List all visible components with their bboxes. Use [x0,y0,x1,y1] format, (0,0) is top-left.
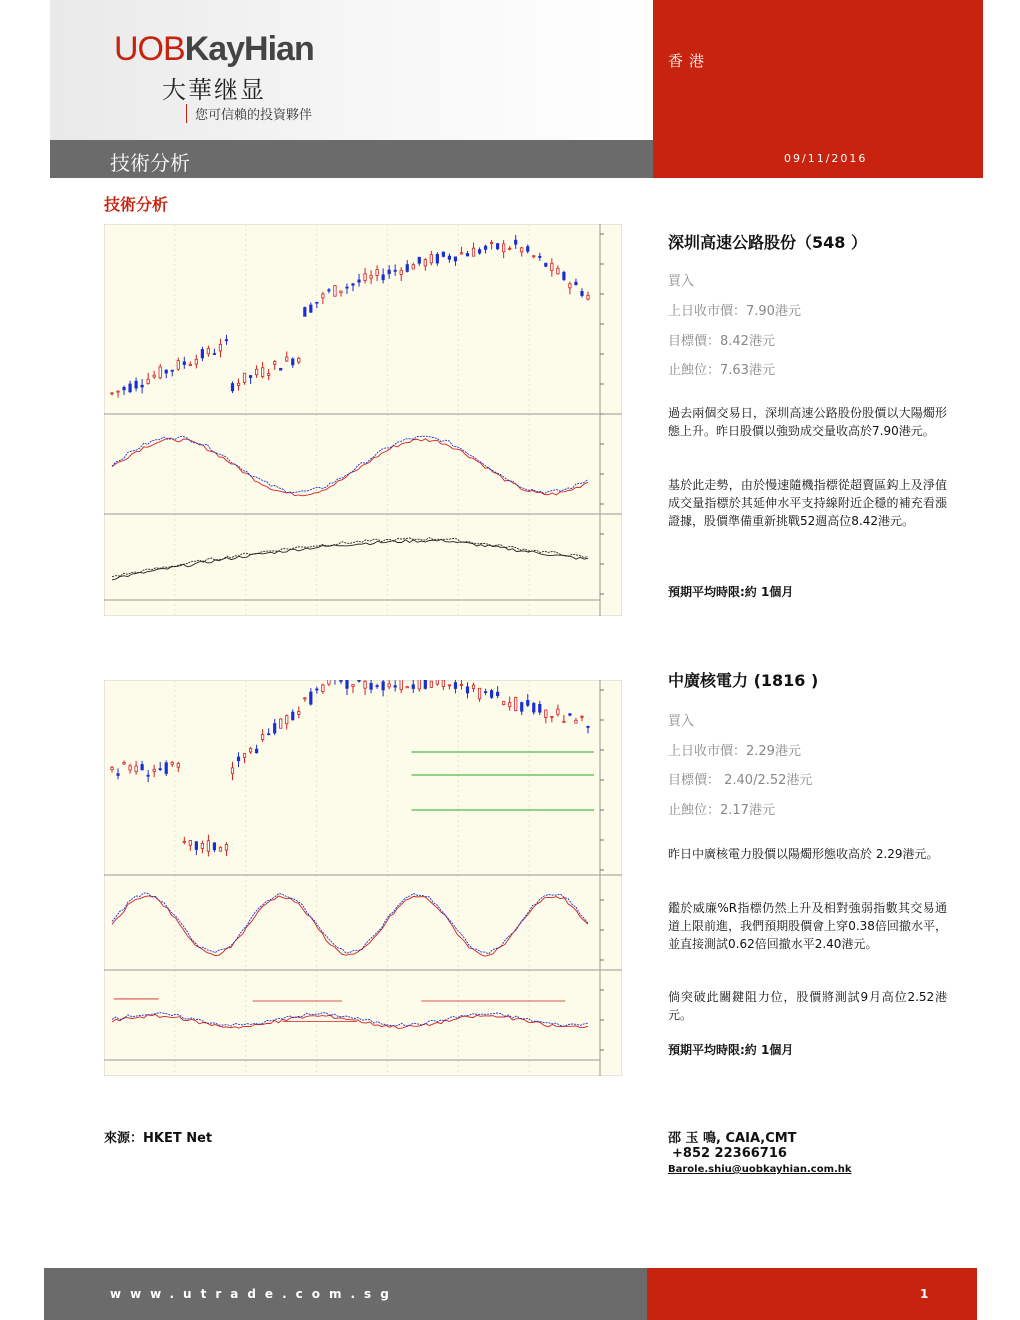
candle-body [406,265,408,272]
candle-body [581,716,583,717]
candle-body [261,735,263,740]
report-type-title: 技術分析 [110,151,190,175]
candle-body [587,295,589,299]
candle-body [340,291,342,293]
candle-body [424,260,426,266]
candle-body [472,685,474,689]
candle-body [111,767,113,769]
candle-body [352,284,354,285]
candle-body [442,680,444,687]
candle-body [316,302,318,303]
candle-body [370,275,372,278]
candle-body [225,845,227,851]
candle-body [496,692,498,695]
candle-body [135,381,137,388]
candle-body [557,268,559,273]
candle-body [358,680,360,681]
candle-body [117,391,119,392]
candle-body [418,257,420,263]
candle-body [533,256,535,257]
candle-body [334,286,336,297]
candle-body [466,254,468,256]
stock-2-stop-loss: 止蝕位：2.17港元 [668,803,775,818]
stock-1-target: 目標價：8.42港元 [668,334,775,349]
candle-body [183,841,185,842]
candle-body [207,841,209,851]
candle-body [237,383,239,385]
candle-body [123,387,125,389]
candle-body [304,308,306,317]
candle-body [563,721,565,722]
candle-body [521,248,523,252]
candle-body [304,698,306,699]
candle-body [195,359,197,364]
candle-body [460,253,462,254]
candle-body [527,247,529,252]
source-note: 來源：HKET Net [104,1131,213,1146]
candle-body [322,685,324,691]
candle-body [225,340,227,341]
stock-chart-1816-graphic [104,680,622,1076]
candle-body [436,254,438,263]
candle-body [213,843,215,850]
candle-body [231,768,233,774]
candle-body [490,242,492,243]
candle-body [502,244,504,252]
candle-body [418,680,420,689]
candle-body [514,698,516,711]
candle-body [412,265,414,269]
candle-body [213,354,215,355]
candle-body [177,764,179,768]
candle-body [508,248,510,249]
candle-body [310,692,312,704]
analyst-name: 邵 玉 鳴, CAIA,CMT [668,1131,797,1146]
candle-body [267,374,269,376]
candle-body [346,287,348,288]
candle-body [243,754,245,758]
candle-body [147,379,149,383]
candle-body [508,703,510,707]
candle-body [551,263,553,270]
stock-2-paragraph: 鑑於威廉%R指標仍然上升及相對強弱指數其交易通道上限前進，我們預期股價會上穿0.38倍回撤水平，並直接測試0.62倍回撤水平2.40港元。 [668,901,947,951]
stock-1-prev-close: 上日收市價：7.90港元 [668,304,801,319]
candle-body [563,272,565,279]
stock-chart-548 [104,224,622,616]
candle-body [273,362,275,365]
candle-body [394,270,396,271]
candle-body [370,683,372,689]
candle-body [514,240,516,244]
candle-body [261,368,263,377]
candle-body [129,384,131,392]
candle-body [171,762,173,764]
candle-body [123,762,125,764]
logo-uob-text: UOB [114,30,185,68]
stock-1-paragraph: 過去兩個交易日，深圳高速公路股份股價以大陽燭形態上升。昨日股價以強勁成交量收高於7.90港元。 [668,406,947,438]
candle-body [201,843,203,848]
candle-body [484,246,486,249]
stock-1-action: 買入 [668,274,695,289]
candle-body [183,362,185,365]
candle-body [165,763,167,774]
candle-body [231,384,233,391]
footer-website-link[interactable]: www.utrade.com.sg [110,1287,398,1301]
candle-body [316,689,318,690]
stock-2-paragraph: 倘突破此關鍵阻力位，股價將測試9月高位2.52港元。 [668,990,947,1022]
candle-body [267,734,269,735]
candle-body [189,364,191,365]
candle-body [280,719,282,728]
candle-body [569,284,571,288]
candle-body [292,359,294,365]
candle-body [430,681,432,687]
logo-kayhian-text: KayHian [184,30,314,68]
candle-body [346,680,348,688]
candle-body [539,704,541,712]
candle-body [189,841,191,846]
candle-body [496,244,498,249]
candle-body [539,256,541,257]
candle-body [159,367,161,378]
candle-body [521,703,523,712]
candle-body [388,270,390,273]
company-logo [114,30,314,69]
logo-chinese-name: 大華继显 [162,76,266,104]
candle-body [478,250,480,253]
stock-1-paragraph: 基於此走勢，由於慢速隨機指標從超賣區鈎上及淨值成交量指標於其延伸水平支持線附近企穩的補充看漲證據，股價準備重新挑戰52週高位8.42港元。 [668,478,947,528]
candle-body [286,716,288,724]
chart-background [104,680,622,1076]
stock-2-target: 目標價： 2.40/2.52港元 [668,773,813,788]
candle-body [141,765,143,770]
candle-body [400,270,402,274]
candle-body [255,369,257,375]
analyst-email-link[interactable]: Barole.shiu@uobkayhian.com.hk [668,1164,852,1175]
candle-body [406,687,408,688]
candle-body [328,680,330,684]
candle-body [527,700,529,705]
candle-body [364,274,366,281]
candle-body [382,682,384,690]
stock-chart-548-graphic [104,224,622,616]
analyst-phone: +852 22366716 [672,1146,787,1161]
candle-body [478,688,480,699]
candle-body [328,290,330,291]
candle-body [460,684,462,685]
candle-body [298,358,300,362]
candle-body [484,692,486,693]
candle-body [388,684,390,687]
candle-body [165,370,167,373]
stock-2-prev-close: 上日收市價：2.29港元 [668,744,801,759]
candle-body [490,691,492,698]
candle-body [249,376,251,378]
candle-body [587,726,589,727]
candle-body [400,680,402,690]
chart-background [104,224,622,616]
candle-body [292,712,294,720]
candle-body [376,270,378,276]
candle-body [545,263,547,266]
candle-body [141,385,143,387]
candle-body [551,716,553,717]
candle-body [249,748,251,752]
candle-body [255,749,257,753]
candle-body [575,720,577,723]
stock-1-name: 深圳高速公路股份（548 ） [668,233,867,252]
candle-body [454,683,456,689]
region-label: 香港 [668,52,711,70]
candle-body [153,375,155,377]
candle-body [243,373,245,382]
candle-body [581,291,583,295]
candle-body [219,344,221,351]
candle-body [352,685,354,687]
candle-body [111,393,113,394]
candle-body [135,766,137,772]
candle-body [382,275,384,280]
candle-body [430,255,432,263]
candle-body [237,757,239,761]
candle-body [219,847,221,851]
candle-body [394,686,396,687]
candle-body [557,709,559,714]
stock-1-period: 預期平均時限:約 1個月 [668,585,794,599]
candle-body [442,252,444,256]
candle-body [472,248,474,256]
candle-body [502,702,504,705]
candle-body [340,680,342,681]
logo-tagline: 您可信賴的投資夥伴 [186,104,312,123]
candle-body [424,680,426,688]
candle-body [159,769,161,770]
candle-body [195,842,197,850]
stock-2-action: 買入 [668,714,695,729]
candle-body [129,766,131,770]
candle-body [545,710,547,717]
page-number: 1 [920,1287,929,1301]
stock-2-name: 中廣核電力 (1816 ) [668,671,819,690]
section-title: 技術分析 [104,195,169,214]
stock-2-paragraph: 昨日中廣核電力股價以陽燭形態收高於 2.29港元。 [668,847,939,861]
candle-body [273,724,275,733]
candle-body [298,712,300,715]
candle-body [153,769,155,771]
candle-body [569,714,571,716]
candle-body [201,350,203,358]
candle-body [207,349,209,354]
candle-body [454,257,456,261]
header-background [50,0,653,140]
candle-body [448,685,450,686]
candle-body [322,294,324,298]
candle-body [466,687,468,693]
candle-body [177,361,179,370]
stock-1-stop-loss: 止蝕位：7.63港元 [668,363,775,378]
candle-body [280,368,282,370]
candle-body [364,681,366,688]
candle-body [533,703,535,712]
stock-chart-1816 [104,680,622,1076]
candle-body [448,256,450,259]
candle-body [117,774,119,776]
candle-body [286,357,288,361]
candle-body [171,370,173,371]
stock-2-period: 預期平均時限:約 1個月 [668,1043,794,1057]
report-date: 09/11/2016 [784,152,868,165]
candle-body [358,280,360,282]
candle-body [575,282,577,285]
candle-body [436,680,438,684]
candle-body [310,305,312,312]
candle-body [147,775,149,776]
candle-body [412,685,414,689]
candle-body [376,686,378,687]
